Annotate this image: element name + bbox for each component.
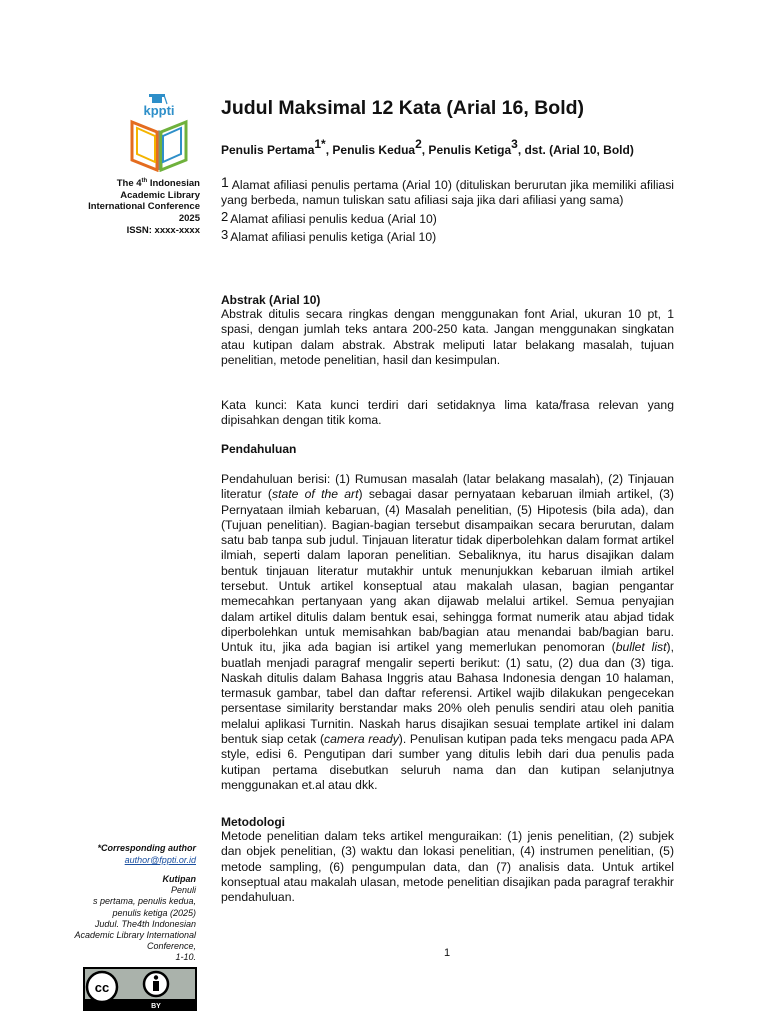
keywords-section <box>221 398 674 429</box>
citation-line: Academic Library International <box>74 930 196 941</box>
svg-text:cc: cc <box>94 980 110 995</box>
intro-heading: Pendahuluan <box>221 442 297 456</box>
author-3: , Penulis Ketiga <box>421 143 512 157</box>
citation-line: 1-10. <box>175 952 196 963</box>
method-section <box>221 815 674 905</box>
conf-line-2: Academic Library <box>120 189 200 201</box>
affiliations <box>221 175 674 245</box>
logo-text: kppti <box>143 103 175 118</box>
abstract-section <box>221 293 674 368</box>
affiliation-2: 2 Alamat afiliasi penulis kedua (Arial 10) <box>221 208 437 226</box>
method-text: Metode penelitian dalam teks artikel menguraikan: (1) jenis penelitian, (2) subjek dan objek penelitian, (3) waktu dan lokasi penelitian, (4) instrumen penelitian, (5) metode sampling, (6) pengumpulan data, dan (7) analisis data. Untuk artikel konseptual atau makalah ulasan, metode penelitian disajikan pada paragraf terakhir pendahuluan. <box>221 829 674 905</box>
citation-box <box>40 874 196 964</box>
method-heading: Metodologi <box>221 815 285 829</box>
affiliation-1: 1 Alamat afiliasi penulis pertama (Arial 10) (dituliskan berurutan jika memiliki afiliasi yang berbeda, namun tuliskan satu afiliasi saja jika dari afiliasi yang sama) <box>221 174 674 208</box>
citation-line: Judul. The4th Indonesian <box>94 918 196 929</box>
author-1: Penulis Pertama <box>221 143 315 157</box>
citation-line: Penuli <box>170 885 196 896</box>
intro-section-heading <box>221 442 674 456</box>
citation-line: penulis ketiga (2025) <box>112 907 196 918</box>
conf-line-3: International Conference <box>88 201 200 213</box>
corresponding-author <box>40 842 196 866</box>
corresponding-label: *Corresponding author <box>97 843 196 853</box>
affiliation-3: 3 Alamat afiliasi penulis ketiga (Arial 10) <box>221 226 437 244</box>
conf-line-1: The 4th Indonesian <box>116 178 200 190</box>
citation-line: Conference, <box>146 941 196 952</box>
citation-line: s pertama, penulis kedua, <box>92 896 196 907</box>
conf-line-4: 2025 <box>178 212 200 224</box>
paper-title: Judul Maksimal 12 Kata (Arial 16, Bold) <box>221 97 585 119</box>
cc-by-license-icon[interactable] <box>83 967 197 1011</box>
author-list: Penulis Pertama$^{1*}$, Penulis Kedua$^2$, Penulis Ketiga$^3$, dst. (Arial 10, Bold) <box>221 137 634 157</box>
citation-label: Kutipan <box>162 874 196 884</box>
intro-text: Pendahuluan berisi: (1) Rumusan masalah (latar belakang masalah), (2) Tinjauan literatur (state of the art) sebagai dasar pernyataan kebaruan ilmiah artikel, (3) Pernyataan ilmiah kebaruan, (4) Masalah penelitian, (5) Hipotesis (bila ada), dan (Tujuan penelitian). Bagian-bagian tersebut disampaikan secara berurutan, dalam satu bab tanpa sub judul. Tinjauan literatur tidak diperbolehkan dalam format artikel ilmiah, seperti dalam laporan penelitian. Sebaliknya, itu harus disajikan dalam bentuk tinjauan literatur mutakhir untuk menunjukkan kebaruan ilmiah artikel tersebut. Untuk artikel konseptual atau makalah ulasan, bagian pengantar memecahkan pertanyaan yang akan dijawab melalui artikel. Semua penyajian dalam artikel ditulis dalam bentuk esai, sehingga format numerik atau abjad tidak diperbolehkan untuk memisahkan bab/bagian atau menandai bab/bagian baru. Untuk itu, jika ada bagian isi artikel yang memerlukan penomoran (bullet list), buatlah menjadi paragraf mengalir seperti berikut: (1) satu, (2) dua dan (3) tiga. Naskah ditulis dalam Bahasa Inggris atau Bahasa Indonesia dengan 10 halaman, termasuk gambar, tabel dan daftar referensi. Artikel wajib dilakukan pengecekan persentase similarity berstandar maks 20% oleh penulis sendiri atau oleh panitia melalui aplikasi Turnitin. Naskah harus disajikan sesuai template artikel ini dalam bentuk siap cetak (camera ready). Penulisan kutipan pada teks mengacu pada APA style, edisi 6. Pengutipan dari sumber yang ditulis lebih dari dua penulis pada kutipan pertama disebutkan seluruh nama dan dan kutipan selanjutnya menggunakan et.al atau dkk. <box>221 472 675 792</box>
abstract-text: Abstrak ditulis secara ringkas dengan menggunakan font Arial, ukuran 10 pt, 1 spasi, dengan jumlah teks antara 200-250 kata. Jangan menggunakan singkatan atau kutipan dalam abstrak. Abstrak meliputi latar belakang masalah, tujuan penelitian, metode penelitian, hasil dan kesimpulan. <box>221 307 674 367</box>
intro-section <box>221 472 674 793</box>
cc-by-label: BY <box>151 1003 161 1010</box>
corresponding-email[interactable]: author@fppti.or.id <box>124 855 196 865</box>
conference-logo <box>128 94 190 172</box>
abstract-heading: Abstrak (Arial 10) <box>221 293 321 307</box>
keywords-text: Kata kunci: Kata kunci terdiri dari setidaknya lima kata/frasa relevan yang dipisahkan dengan titik koma. <box>221 398 674 428</box>
conference-info <box>60 176 200 236</box>
page-number: 1 <box>444 947 451 959</box>
issn: ISSN: xxxx-xxxx <box>126 224 200 236</box>
author-2: , Penulis Kedua <box>325 143 416 157</box>
